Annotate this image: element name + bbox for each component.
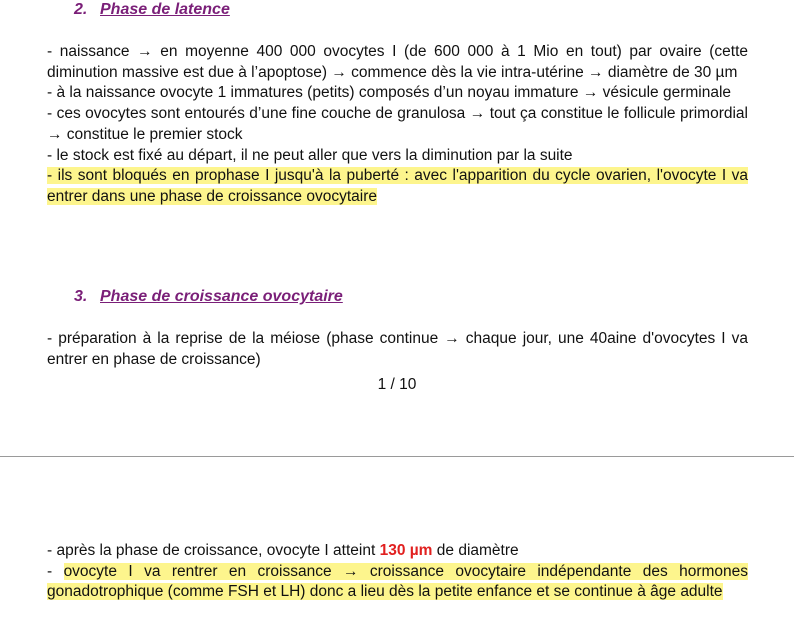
text-span: - après la phase de croissance, ovocyte I atteint [47, 542, 380, 559]
page-number: 1 / 10 [377, 376, 417, 393]
latence-line: - le stock est fixé au départ, il ne peut aller que vers la diminution par la suite [47, 146, 573, 164]
highlighted-line: - ils sont bloqués en prophase I jusqu'à la puberté : avec l'apparition du cycle ovarien, l'ovocyte I va entrer dans une phase de croissance ovocytaire [47, 167, 748, 205]
section-number: 2. [74, 1, 88, 18]
section-title: Phase de latence [100, 1, 230, 18]
text-span: - [47, 562, 64, 580]
croissance-paragraph [47, 329, 748, 370]
latence-line: - ces ovocytes sont entourés d’une fine couche de granulosa → tout ça constitue le follicule primordial → constitue le premier stock [47, 105, 748, 143]
latence-paragraph [47, 42, 748, 208]
document-page-2 [0, 458, 794, 625]
diameter-line [47, 541, 748, 562]
section-heading-croissance [74, 288, 343, 306]
latence-line: - naissance → en moyenne 400 000 ovocytes I (de 600 000 à 1 Mio en tout) par ovaire (cette diminution massive est due à l’apoptose) → commence dès la vie intra-utérine → diamètre de 30 µm [47, 43, 748, 81]
section-heading-latence [74, 1, 230, 19]
section-number: 3. [74, 288, 88, 305]
page2-paragraph [47, 541, 748, 603]
text-span: de diamètre [432, 542, 519, 559]
highlighted-text: ovocyte I va rentrer en croissance → croissance ovocytaire indépendante des hormones gonadotrophique (comme FSH et LH) donc a lieu dès la petite enfance et se continue à âge adulte [47, 562, 749, 601]
croissance-line: - préparation à la reprise de la méiose (phase continue → chaque jour, une 40aine d'ovocytes I va entrer en phase de croissance) [47, 330, 748, 368]
section-title: Phase de croissance ovocytaire [100, 288, 343, 305]
latence-line: - à la naissance ovocyte 1 immatures (petits) composés d’un noyau immature → vésicule germinale [47, 84, 732, 102]
highlighted-line [47, 562, 748, 603]
page-separator [0, 456, 794, 457]
diameter-value: 130 µm [379, 542, 433, 559]
